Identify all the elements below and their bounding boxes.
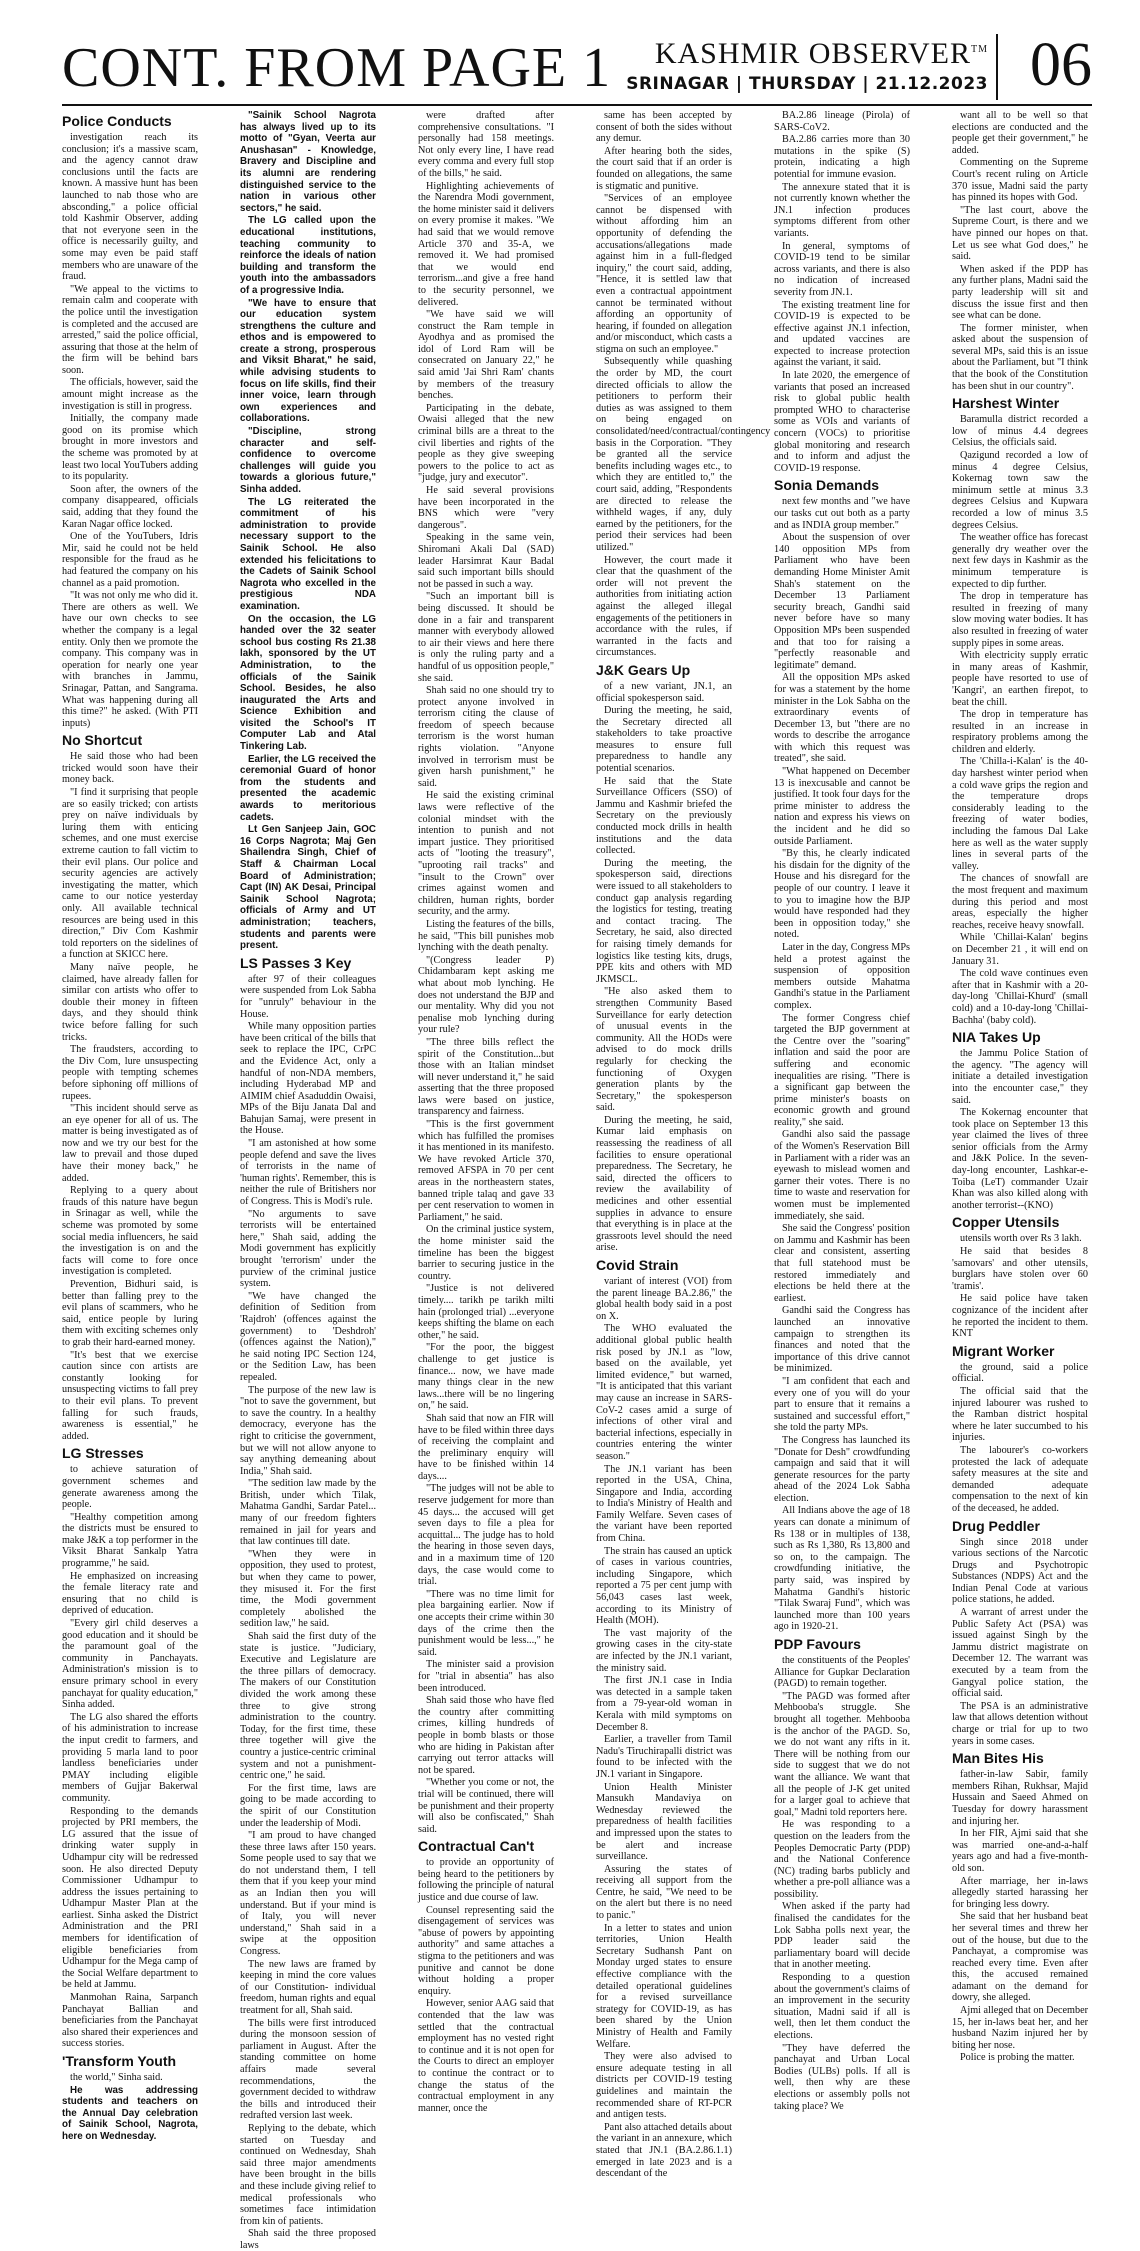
story-paragraph: Counsel representing said the disengagement of services was "abuse of powers by appointing authority" and same attaches a stigma to the petitioners and was punitive and cannot be done without holding a proper enquiry. xyxy=(418,1904,554,1997)
story-paragraph: The WHO evaluated the additional global public health risk posed by JN.1 as "low, based on the available, yet limited evidence," but warned, "It is anticipated that this variant may cause an increase in SARS-CoV-2 cases amid a surge of infections of other viral and bacterial infections, especially in countries entering the winter season." xyxy=(596,1323,732,1462)
story-paragraph: same has been accepted by consent of both the sides without any demur. xyxy=(596,110,732,145)
story-paragraph: "It's best that we exercise caution since con artists are constantly looking for unsuspecting victims to fall prey to their evil plans. To prevent falling for such frauds, awareness is essential," he added. xyxy=(62,1349,198,1442)
column-4 xyxy=(596,110,771,2180)
story-headline: Man Bites His xyxy=(952,1750,1044,1767)
story-paragraph: He said several provisions have been incorporated in the BNS which were "very dangerous". xyxy=(418,485,554,531)
story-paragraph: Listing the features of the bills, he said, "This bill punishes mob lynching with the death penalty. xyxy=(418,918,554,954)
story-paragraph: Replying to the debate, which started on Tuesday and continued on Wednesday, Shah said three major amendments have been brought in the bills and these include giving relief to medical professionals who sometimes face intimidation from kin of patients. xyxy=(240,2122,376,2227)
story-headline: LG Stresses xyxy=(62,1445,144,1462)
story-paragraph: to achieve saturation of government schemes and generate awareness among the people. xyxy=(62,1464,198,1511)
story-paragraph: "No arguments to save terrorists will be entertained here," Shah said, adding the Modi government has explicitly brought 'terrorism' under the purview of the criminal justice system. xyxy=(240,1208,376,1290)
story-paragraph: Highlighting achievements of the Narendra Modi government, the home minister said it delivers on every promise it makes. "We had said that we would remove Article 370 and 35-A, we removed it. We had promised that we would end terrorism...and give a free hand to the security personnel, we delivered. xyxy=(418,180,554,308)
story-paragraph: "This incident should serve as an eye opener for all of us. The matter is being investigated as of now and we try our best for the law to prevail and those duped have their money back," he added. xyxy=(62,1103,198,1184)
story-paragraph: All Indians above the age of 18 years can donate a minimum of Rs 138 or in multiples of 138, such as Rs 1,380, Rs 13,800 and so on, to the campaign. The crowdfunding initiative, the party said, was inspired by Mahatma Gandhi's historic "Tilak Swaraj Fund", which was launched more than 100 years ago in 1920-21. xyxy=(774,1505,910,1633)
story-paragraph: He said that besides 8 'samovars' and other utensils, burglars have stolen over 60 'tramis'. xyxy=(952,1246,1088,1292)
story-paragraph: On the occasion, the LG handed over the 32 seater school bus costing Rs 21.38 lakh, sponsored by the UT Administration, to the officials of the Sainik School. Besides, he also inaugurated the Arts and Science Exhibition and visited the School's IT Computer Lab and Atal Tinkering Lab. xyxy=(240,613,376,753)
column-2 xyxy=(240,110,376,2251)
story-paragraph: Shah said no one should try to protect anyone involved in terrorism citing the clause of freedom of speech because terrorism is the worst human rights violation. "Anyone involved in terrorism must be given harsh punishment," he said. xyxy=(418,685,554,789)
dateline: SRINAGAR | THURSDAY | 21.12.2023 xyxy=(626,74,988,94)
story-paragraph: The bills were first introduced during the monsoon session of parliament in August. After the standing committee on home affairs made several recommendations, the government decided to withdraw the bills and introduced their redrafted version last week. xyxy=(240,2017,376,2122)
story-paragraph: The drop in temperature has resulted in an increase in respiratory problems among the children and elderly. xyxy=(952,709,1088,755)
story-paragraph: With electricity supply erratic in many areas of Kashmir, people have resorted to use of 'Kangri', an earthen firepot, to beat the chill. xyxy=(952,650,1088,708)
story-paragraph: "He also asked them to strengthen Community Based Surveillance for early detection of unusual events in the community. All the HODs were advised to do mock drills regularly for checking the functioning of Oxygen generation plants by the Secretary," the spokesperson said. xyxy=(596,986,732,1114)
story-paragraph: Singh since 2018 under various sections of the Narcotic Drugs and Psychotropic Substances (NDPS) Act and the Indian Penal Code at various police stations, he added. xyxy=(952,1536,1088,1606)
story-headline: NIA Takes Up xyxy=(952,1029,1041,1046)
story-paragraph: All the opposition MPs asked for was a statement by the home minister in the Lok Sabha on the extraordinary events of December 13, but "there are no words to describe the arrogance with which this request was treated", she said. xyxy=(774,672,910,765)
story-paragraph: In a letter to states and union territories, Union Health Secretary Sudhansh Pant on Monday urged states to ensure effective compliance with the detailed operational guidelines for a revised surveillance strategy for COVID-19, as has been shared by the Union Ministry of Health and Family Welfare. xyxy=(596,1922,732,2050)
story-headline: Harshest Winter xyxy=(952,395,1060,412)
story-paragraph: "Whether you come or not, the trial will be continued, there will be punishment and their property will also be confiscated," Shah said. xyxy=(418,1777,554,1835)
story-headline: Covid Strain xyxy=(596,1257,679,1273)
story-paragraph: The labourer's co-workers protested the lack of adequate safety measures at the site and demanded adequate compensation to the next of kin of the deceased, he added. xyxy=(952,1444,1088,1514)
story-paragraph: Soon after, the owners of the company disappeared, officials said, adding that they found the Karan Nagar office locked. xyxy=(62,483,198,530)
story-paragraph: Participating in the debate, Owaisi alleged that the new criminal bills are a threat to the civil liberties and rights of the people as they give sweeping powers to the police to act as "judge, jury and executor". xyxy=(418,402,554,484)
story-paragraph: "This is the first government which has fulfilled the promises it has mentioned in its manifesto. We have revoked Article 370, removed AFSPA in 70 per cent areas in the northeastern states, banned triple talaq and gave 33 per cent reservation to women in Parliament," he said. xyxy=(418,1119,554,1223)
page-number-box xyxy=(996,31,1092,100)
story-paragraph: The LG called upon the educational institutions, teaching community to reinforce the ideals of nation building and transform the youth into the ambassadors of a progressive India. xyxy=(240,215,376,296)
story-headline: Copper Utensils xyxy=(952,1214,1060,1231)
story-headline: Sonia Demands xyxy=(774,477,880,494)
story-paragraph: For the first time, laws are going to be made according to the spirit of our Constitution under the leadership of Modi. xyxy=(240,1782,376,1829)
story-paragraph: "Healthy competition among the districts must be ensured to make J&K a top performer in the Viksit Bharat Sankalp Yatra programme," he said. xyxy=(62,1511,198,1570)
story-paragraph: the Jammu Police Station of the agency. "The agency will initiate a detailed investigation into the encounter case," they said. xyxy=(952,1048,1088,1106)
story-paragraph: the world," Sinha said. xyxy=(70,2072,163,2083)
story-paragraph: A warrant of arrest under the Public Safety Act (PSA) was issued against Singh by the Jammu district magistrate on December 12. The warrant was executed by a team from the Gangyal police station, the official said. xyxy=(952,1607,1088,1700)
story-paragraph: were drafted after comprehensive consultations. "I personally had 158 meetings. Not only every line, I have read every comma and every full stop of the bills," he said. xyxy=(418,110,554,179)
column-5 xyxy=(774,110,910,2112)
story-paragraph: He was responding to a question on the leaders from the Peoples Democratic Party (PDP) and the National Conference (NC) trading barbs publicly and whether a pre-poll alliance was a possibility. xyxy=(774,1819,910,1900)
story-headline: 'Transform Youth xyxy=(62,2053,177,2069)
story-paragraph: He said that the State Surveillance Officers (SSO) of Jammu and Kashmir briefed the Secretary on the previously conducted mock drills in health institutions and the data collected. xyxy=(596,775,732,857)
story-paragraph: "There was no time limit for plea bargaining earlier. Now if one accepts their crime within 30 days of the crime then the punishment would be less...," he said. xyxy=(418,1588,554,1658)
story-paragraph: During the meeting, he said, the Secretary directed all stakeholders to take proactive measures to ensure full preparedness to handle any potential scenarios. xyxy=(596,705,732,775)
column-1 xyxy=(62,110,198,2142)
story-paragraph: He was addressing students and teachers on the Annual Day celebration of Sainik School, Nagrota, here on Wednesday. xyxy=(62,2084,198,2142)
brand-logo xyxy=(626,34,988,70)
story-paragraph: Later in the day, Congress MPs held a protest against the suspension of opposition members outside Mahatma Gandhi's statue in the Parliament complex. xyxy=(774,941,910,1011)
story-paragraph: "The last court, above the Supreme Court, is there and we have pinned our hopes on that. Let us see what God does," he said. xyxy=(952,204,1088,263)
story-paragraph: He emphasized on increasing the female literacy rate and ensuring that no child is deprived of education. xyxy=(62,1570,198,1617)
story-paragraph: Prevention, Bidhuri said, is better than falling prey to the evil plans of scammers, who he said, entice people by luring them with exciting schemes only to grab their hard-earned money. xyxy=(62,1279,198,1348)
story-paragraph: "Justice is not delivered timely.... tarikh pe tarikh milti hain (prolonged trial) ...everyone keeps shifting the blame on each other," he said. xyxy=(418,1283,554,1341)
story-paragraph: variant of interest (VOI) from the parent lineage BA.2.86," the global health body said in a post on X. xyxy=(596,1276,732,1322)
story-paragraph: The vast majority of the growing cases in the city-state are infected by the JN.1 variant, the ministry said. xyxy=(596,1627,732,1674)
story-paragraph: "We have said we will construct the Ram temple in Ayodhya and as promised the idol of Lord Ram will be consecrated on January 22," he said amid 'Jai Shri Ram' chants by members of the treasury benches. xyxy=(418,309,554,402)
story-paragraph: "The PAGD was formed after Mehbooba's struggle. She brought all together. Mehbooba is the anchor of the PAGD. So, we do not want any rifts in it. There will be nothing from our side to suggest that we do not want the alliance. We want that all the people of J-K get united for a larger goal to achieve that goal," Madni told reporters here. xyxy=(774,1690,910,1818)
story-paragraph: "What happened on December 13 is inexcusable and cannot be justified. It took four days for the prime minister to address the nation and express his views on the incident and he did so outside Parliament. xyxy=(774,766,910,847)
story-paragraph: The annexure stated that it is not currently known whether the JN.1 infection produces symptoms different from other variants. xyxy=(774,181,910,239)
story-paragraph: BA.2.86 carries more than 30 mutations in the spike (S) protein, indicating a high potential for immune evasion. xyxy=(774,134,910,180)
story-paragraph: The purpose of the new law is "not to save the government, but to save the country. In a healthy democracy, everyone has the right to criticise the government, but we will not allow anyone to say anything demeaning about India," Shah said. xyxy=(240,1384,376,1477)
story-paragraph: Ajmi alleged that on December 15, her in-laws beat her, and her husband Nazim injured her by biting her nose. xyxy=(952,2005,1088,2051)
brand-block xyxy=(626,34,988,95)
story-paragraph: Initially, the company made good on its promise which brought in more investors and the scheme was promoted by at least two local YouTubers adding to its popularity. xyxy=(62,413,198,483)
article-columns xyxy=(62,110,1092,2251)
story-paragraph: One of the YouTubers, Idris Mir, said he could not be held responsible for the fraud as he had featured the company on his channel as a paid promotion. xyxy=(62,531,198,589)
story-paragraph: "The sedition law made by the British, under which Tilak, Mahatma Gandhi, Sardar Patel... many of our freedom fighters remained in jail for years and that law continues till date. xyxy=(240,1478,376,1548)
story-headline: No Shortcut xyxy=(62,732,143,749)
story-paragraph: The official said that the injured labourer was rushed to the Ramban district hospital where he later succumbed to his injuries. xyxy=(952,1385,1088,1444)
story-paragraph: Manmohan Raina, Sarpanch Panchayat Ballian and beneficiaries from the Panchayat also shared their experiences and success stories. xyxy=(62,1992,198,2050)
story-paragraph: "(Congress leader P) Chidambaram kept asking me what about mob lynching. He does not understand the BJP and our mentality. Why did you not penalise mob lynching during your rule? xyxy=(418,954,554,1036)
story-paragraph: In general, symptoms of COVID-19 tend to be similar across variants, and there is also no indication of increased severity from JN.1. xyxy=(774,240,910,298)
story-paragraph: The officials, however, said the amount might increase as the investigation is still in progress. xyxy=(62,377,198,412)
story-paragraph: "I am astonished at how some people defend and save the lives of terrorists in the name of 'human rights'. Remember, this is neither the rule of Britishers nor of Congress. This is Modi's rule. xyxy=(240,1138,376,1208)
story-paragraph: "By this, he clearly indicated his disdain for the dignity of the House and his disregard for the people of our country. I leave it to you to imagine how the BJP would have responded had they been in opposition today," she noted. xyxy=(774,848,910,941)
story-paragraph: BA.2.86 lineage (Pirola) of SARS-CoV2. xyxy=(774,110,910,133)
story-paragraph: Replying to a query about frauds of this nature have begun in Srinagar as well, while the scheme was promoted by some social media influencers, he said the investigation is on and the facts will come to fore once investigation is completed. xyxy=(62,1185,198,1278)
story-paragraph: While many opposition parties have been critical of the bills that seek to replace the IPC, CrPC and the Evidence Act, only a handful of non-NDA members, including Hyderabad MP and AIMIM chief Asaduddin Owaisi, MPs of the Biju Janata Dal and Bahujan Samaj, were present in the House. xyxy=(240,1021,376,1137)
story-paragraph: "Discipline, strong character and self-confidence to overcome challenges will guide you towards a glorious future," Sinha added. xyxy=(240,426,376,495)
column-3 xyxy=(418,110,554,2114)
story-paragraph: "We appeal to the victims to remain calm and cooperate with the police until the investigation is completed and the accused are arrested," said the police official, assuring that those at the helm of the firm will be behind bars soon. xyxy=(62,283,198,376)
story-paragraph: after 97 of their colleagues were suspended from Lok Sabha for "unruly" behaviour in the House. xyxy=(240,973,376,1020)
story-paragraph: After marriage, her in-laws allegedly started harassing her for bringing less dowry. xyxy=(952,1875,1088,1910)
story-paragraph: He said those who had been tricked would soon have their money back. xyxy=(62,751,198,786)
brand-name: KASHMIR OBSERVER xyxy=(654,37,971,70)
story-paragraph: However, the court made it clear that the quashment of the order will not prevent the authorities from initiating action against the alleged illegal engagements of the petitioners in accordance with the rules, if warranted in the facts and circumstances. xyxy=(596,554,732,659)
story-paragraph: Speaking in the same vein, Shiromani Akali Dal (SAD) leader Harsimrat Kaur Badal said such important bills should not be passed in such a way. xyxy=(418,532,554,590)
story-paragraph: The existing treatment line for COVID-19 is expected to be effective against JN.1 infection, and updated vaccines are expected to increase protection against the variant, it said. xyxy=(774,299,910,369)
masthead-rule xyxy=(62,104,1092,106)
story-paragraph: Gandhi said the Congress has launched an innovative campaign to strengthen its finances and noted that the importance of this drive cannot be minimized. xyxy=(774,1305,910,1375)
story-paragraph: During the meeting, he said, Kumar laid emphasis on reassessing the readiness of all facilities to ensure operational preparedness. The Secretary, he said, directed the officers to review the availability of medicines and other essential supplies in advance to ensure that everything is in place at the grassroots level should the need arise. xyxy=(596,1114,732,1254)
story-paragraph: "We have changed the definition of Sedition from 'Rajdroh' (offences against the government) to 'Deshdroh' (offences against the Nation)," he said noting IPC Section 124, or the Sedition Law, has been repealed. xyxy=(240,1290,376,1383)
story-headline: Contractual Can't xyxy=(418,1838,535,1855)
story-paragraph: About the suspension of over 140 opposition MPs from Parliament who have been demanding Home Minister Amit Shah's statement on the December 13 Parliament security breach, Gandhi said never before have so many Opposition MPs been suspended and that too for raising a "perfectly reasonable and legitimate" demand. xyxy=(774,532,910,671)
story-paragraph: Many naïve people, he claimed, have already fallen for similar con artists who offer to double their money in fifteen days, and they should think twice before falling for such tricks. xyxy=(62,961,198,1043)
story-paragraph: "Every girl child deserves a good education and it should be the paramount goal of the community in Panchayats. Administration's mission is to ensure primary school in every panchayat for quality education," Sinha added. xyxy=(62,1618,198,1711)
story-paragraph: They were also advised to ensure adequate testing in all districts per COVID-19 testing guidelines and maintain the recommended share of RT-PCR and antigen tests. xyxy=(596,2051,732,2121)
story-paragraph: The cold wave continues even after that in Kashmir with a 20-day-long 'Chillai-Khurd' (small cold) and a 10-day-long 'Chillai-Bachha' (baby cold). xyxy=(952,968,1088,1026)
story-paragraph: Shah said the three proposed laws xyxy=(240,2228,376,2251)
story-paragraph: Qazigund recorded a low of minus 4 degree Celsius, Kokernag town saw the minimum settle at minus 3.3 degrees Celsius and Kupwara recorded a low of minus 3.5 degrees Celsius. xyxy=(952,450,1088,531)
story-paragraph: Police is probing the matter. xyxy=(960,2052,1075,2064)
story-headline: Drug Peddler xyxy=(952,1517,1040,1534)
story-paragraph: "Services of an employee cannot be dispensed with without affording him an opportunity of defending the accusations/allegations made against him in a full-fledged inquiry," the court said, adding, "Hence, it is settled law that even a contractual appointment cannot be terminated without affording an opportunity of hearing, if founded on allegation and/or misconduct, which casts a stigma on such an employee." xyxy=(596,193,732,355)
story-paragraph: "We have to ensure that our education system strengthens the culture and ethos and is empowered to create a strong, prosperous and Viksit Bharat," he said, while advising students to focus on life skills, find their inner voice, learn through own experiences and collaborations. xyxy=(240,297,376,425)
story-paragraph: He said the existing criminal laws were reflective of the colonial mindset with the intention to punish and not impart justice. They prioritised acts of "looting the treasury", "uprooting rail tracks" and "insult to the Crown" over crimes against women and children, human rights, border security, and the army. xyxy=(418,790,554,918)
story-paragraph: In late 2020, the emergence of variants that posed an increased risk to global public health prompted WHO to characterise some as VOIs and variants of concern (VOCs) to prioritise global monitoring and research and to inform and adjust the COVID-19 response. xyxy=(774,370,910,474)
story-paragraph: "I am proud to have changed these three laws after 150 years. Some people used to say that we do not understand them, I tell them that if you keep your mind as an Indian then you will understand. But if your mind is of Italy, you will never understand," Shah said in a swipe at the opposition Congress. xyxy=(240,1830,376,1958)
story-paragraph: The strain has caused an uptick of cases in various countries, including Singapore, which reported a 75 per cent jump with 56,043 cases last week, according to its Ministry of Health (MOH). xyxy=(596,1545,732,1627)
story-headline: J&K Gears Up xyxy=(596,661,691,678)
story-paragraph: want all to be well so that elections are conducted and the people get their government," he added. xyxy=(952,110,1088,156)
story-paragraph: Assuring the states of receiving all support from the Centre, he said, "We need to be on the alert but there is no need to panic." xyxy=(596,1863,732,1922)
story-paragraph: The former minister, when asked about the suspension of several MPs, said this is an issue about the Parliament, but "I think that the book of the Constitution has been shut in our country". xyxy=(952,322,1089,392)
story-paragraph: The chances of snowfall are the most frequent and maximum during this period and most areas, especially the higher reaches, receive heavy snowfall. xyxy=(952,873,1088,931)
story-paragraph: Commenting on the Supreme Court's recent ruling on Article 370 issue, Madni said the party has pinned its hopes with God. xyxy=(952,157,1088,204)
story-paragraph: The former Congress chief targeted the BJP government at the Centre over the "soaring" inflation and said the poor are suffering and economic inequalities are rising. "There is a significant gap between the prime minister's boasts on economic growth and ground reality," she said. xyxy=(774,1012,910,1128)
story-paragraph: Earlier, a traveller from Tamil Nadu's Tiruchirapalli district was found to be infected with the JN.1 variant in Singapore. xyxy=(596,1734,732,1780)
page-title: CONT. FROM PAGE 1 xyxy=(62,37,612,99)
story-paragraph: the ground, said a police official. xyxy=(952,1361,1088,1385)
story-headline: Police Conducts xyxy=(62,113,172,129)
story-paragraph: Subsequently while quashing the order by MD, the court directed officials to allow the petitioners to perform their duties as was assigned to them on being engaged on consolidated/need/contractual/contingency basis in the Corporation. "They be granted all the service benefits including wages etc., to which they are entitled to," the court said, adding, "Respondents are directed to release the withheld wages, if any, duly earned by the petitioners, for the period their services had been utilized." xyxy=(596,356,771,553)
story-paragraph: Earlier, the LG received the ceremonial Guard of honor from the students and presented the academic awards to meritorious cadets. xyxy=(240,753,376,823)
story-headline: LS Passes 3 Key xyxy=(240,954,352,971)
story-paragraph: "I am confident that each and every one of you will do your part to ensure that it remains a sustained and successful effort," she told the party MPs. xyxy=(774,1375,910,1434)
story-paragraph: The drop in temperature has resulted in freezing of many slow moving water bodies. It has also resulted in freezing of water supply pipes in some areas. xyxy=(952,591,1088,649)
story-paragraph: to provide an opportunity of being heard to the petitioners by following the principle of natural justice and due course of law. xyxy=(418,1857,554,1904)
story-paragraph: The new laws are framed by keeping in mind the core values of our Constitution- individual freedom, human rights and equal treatment for all, Shah said. xyxy=(240,1958,376,2016)
story-paragraph: "When they were in opposition, they used to protest, but when they came to power, they misused it. For the first time, the Modi government completely abolished the sedition law," he said. xyxy=(240,1548,376,1630)
story-paragraph: The minister said a provision for "trial in absentia" has also been introduced. xyxy=(418,1659,554,1694)
story-paragraph: "The three bills reflect the spirit of the Constitution...but those with an Italian mindset will never understand it," he said asserting that the three proposed laws were based on justice, transparency and fairness. xyxy=(418,1036,554,1118)
story-paragraph: "They have deferred the panchayat and Urban Local Bodies (ULBs) polls. If all is well, then why are these elections or assembly polls not taking place? We xyxy=(774,2042,910,2112)
story-paragraph: Responding to a question about the government's claims of an improvement in the security situation, Madni said if all is well, then let them conduct the elections. xyxy=(774,1972,910,2041)
story-paragraph: next few months and "we have our tasks cut out both as a party and as INDIA group member." xyxy=(774,496,910,531)
masthead xyxy=(62,31,1092,100)
story-paragraph: The first JN.1 case in India was detected in a sample taken from a 79-year-old woman in Kerala with mild symptoms on December 8. xyxy=(596,1675,732,1733)
story-paragraph: The JN.1 variant has been reported in the USA, China, Singapore and India, according to India's Ministry of Health and Family Welfare. Seven cases of the variant have been reported from China. xyxy=(596,1463,732,1545)
story-paragraph: Responding to the demands projected by PRI members, the LG assured that the issue of drinking water supply in Udhampur city will be redressed soon. He also directed Deputy Commissioner Udhampur to address the issues pertaining to Udhampur Master Plan at the earliest. Sinha asked the District Administration and the PRI members for identification of eligible beneficiaries from Udhampur for the Mega camp of the Social Welfare department to be held at Jammu. xyxy=(62,1805,198,1991)
story-paragraph: In her FIR, Ajmi said that she was married one-and-a-half years ago and had a five-month-old son. xyxy=(952,1828,1088,1874)
story-paragraph: Shah said those who have fled the country after committing crimes, killing hundreds of people in bomb blasts or those who are hiding in Pakistan after carrying out terror attacks will not be spared. xyxy=(418,1695,554,1776)
story-paragraph: Pant also attached details about the variant in an annexure, which stated that JN.1 (BA.2.86.1.1) emerged in late 2023 and is a descendant of the xyxy=(596,2121,732,2180)
story-paragraph: After hearing both the sides, the court said that if an order is founded on allegations, the same is stigmatic and punitive. xyxy=(596,145,732,192)
story-paragraph: Union Health Minister Mansukh Mandaviya on Wednesday reviewed the preparedness of health facilities and impressed upon the states to be alert and increase surveillance. xyxy=(596,1781,732,1863)
story-paragraph: the constituents of the Peoples' Alliance for Gupkar Declaration (PAGD) to remain together. xyxy=(774,1655,910,1690)
story-paragraph: The Congress has launched its "Donate for Desh" crowdfunding campaign and said that it will generate resources for the party ahead of the 2024 Lok Sabha election. xyxy=(774,1434,910,1504)
story-paragraph: "The judges will not be able to reserve judgement for more than 45 days... the accused will get seven days to file a plea for acquittal... The judge has to hold the hearing in those seven days, and in a maximum time of 120 days, the case would come to trial. xyxy=(418,1483,554,1588)
story-paragraph: Gandhi also said the passage of the Women's Reservation Bill in Parliament with a rider was an eyewash to mislead women and garner their votes. There is no time to waste and reservation for women must be implemented immediately, she said. xyxy=(774,1129,910,1222)
story-paragraph: The PSA is an administrative law that allows detention without charge or trial for up to two years in some cases. xyxy=(952,1700,1088,1747)
story-paragraph: "It was not only me who did it. There are others as well. We have our own checks to see whether the company is a legal entity. Only then we promote the company. This company was in operation for nearly one year with branches in Jammu, Srinagar, Pattan, and Sangrama. What was happening during all this time?" he asked. (With PTI inputs) xyxy=(62,590,198,729)
story-paragraph: Shah said the first duty of the state is justice. "Judiciary, Executive and Legislature are the three pillars of democracy. The makers of our Constitution divided the work among these three to give strong administration to the country. Today, for the first time, these three together will give the country a justice-centric criminal system and not a punishment-centric one," he said. xyxy=(240,1631,376,1782)
story-paragraph: "I find it surprising that people are so easily tricked; con artists prey on naïve individuals by luring them with enticing schemes, and one must exercise extreme caution to fall victim to their evil plans. Our police and security agencies are actively investigating the matter, which came to our notice yesterday only. All available technical resources are being used in this direction," Div Com Kashmir told reporters on the sidelines of a function at SKICC here. xyxy=(62,787,198,961)
story-paragraph: She said the Congress' position on Jammu and Kashmir has been clear and consistent, asserting that full statehood must be restored immediately and elections be held there at the earliest. xyxy=(774,1223,910,1304)
story-headline: Migrant Worker xyxy=(952,1342,1055,1359)
story-paragraph: He said police have taken cognizance of the incident after he reported the incident to them. KNT xyxy=(952,1293,1088,1340)
story-paragraph: investigation reach its conclusion; it's a massive scam, and the agency cannot draw conclusions until the facts are known. A massive hunt has been launched to nab those who are absconding," a police official told Kashmir Observer, adding that not everyone seen in the office is necessarily guilty, and some may even be paid staff members who are unaware of the fraud. xyxy=(62,132,198,283)
story-paragraph: father-in-law Sabir, family members Rihan, Rukhsar, Majid Hussain and Saeed Ahmed on Tuesday for dowry harassment and injuring her. xyxy=(952,1769,1088,1827)
story-paragraph: The LG also shared the efforts of his administration to increase the input credit to farmers, and providing 5 marla land to poor landless beneficiaries under PMAY including eligible members of Gujjar Bakerwal community. xyxy=(62,1711,198,1804)
story-paragraph: The weather office has forecast generally dry weather over the next few days in Kashmir as the minimum temperature is expected to dip further. xyxy=(952,532,1088,590)
story-paragraph: utensils worth over Rs 3 lakh. xyxy=(960,1233,1082,1245)
story-paragraph: When asked if the party had finalised the candidates for the Lok Sabha polls next year, the PDP leader said the parliamentary board will decide that in another meeting. xyxy=(774,1901,910,1971)
story-paragraph: Lt Gen Sanjeep Jain, GOC 16 Corps Nagrota; Maj Gen Shailendra Singh, Chief of Staff & Chairman Local Board of Administration; Capt (IN) AK Desai, Principal Sainik School Nagrota; officials of Army and UT administration; teachers, students and parents were present. xyxy=(240,824,376,952)
story-paragraph: "For the poor, the biggest challenge to get justice is finance... now, we have made many things clear in the new laws...there will be no lingering on," he said. xyxy=(418,1342,554,1412)
story-paragraph: She said that her husband beat her several times and threw her out of the house, but due to the Panchayat, a compromise was reached every time. Even after this, the accused remained adamant on the demand for dowry, she alleged. xyxy=(952,1911,1088,2004)
story-paragraph: Shah said that now an FIR will have to be filed within three days of receiving the complaint and the preliminary enquiry will have to be finished within 14 days.... xyxy=(418,1412,554,1482)
story-paragraph: On the criminal justice system, the home minister said the timeline has been the biggest barrier to securing justice in the country. xyxy=(418,1224,554,1282)
story-paragraph: When asked if the PDP has any further plans, Madni said the party leadership will sit and discuss the issue first and then see what can be done. xyxy=(952,263,1088,322)
story-paragraph: During the meeting, the spokesperson said, directions were issued to all stakeholders to conduct gap analysis regarding the logistics for testing, treating and contact tracing. The Secretary, he said, also directed for raising timely demands for logistics like testing kits, drugs, PPE kits and others with MD JKMSCL. xyxy=(596,857,732,985)
brand-tm-mark: TM xyxy=(971,44,988,55)
story-paragraph: The LG reiterated the commitment of his administration to provide necessary support to the Sainik School. He also extended his felicitations to the Cadets of Sainik School Nagrota who excelled in the prestigious NDA examination. xyxy=(240,496,376,612)
story-paragraph: "Sainik School Nagrota has always lived up to its motto of "Gyan, Veerta aur Anushasan" - Knowledge, Bravery and Discipline and its alumni are rendering distinguished service to the nation in various other sectors," he said. xyxy=(240,110,376,214)
story-paragraph: The fraudsters, according to the Div Com, lure unsuspecting people with tempting schemes before siphoning off millions of rupees. xyxy=(62,1044,198,1102)
story-paragraph: Baramulla district recorded a low of minus 4.4 degrees Celsius, the officials said. xyxy=(952,414,1088,449)
column-6 xyxy=(952,110,1089,2064)
page-number: 06 xyxy=(1030,31,1092,99)
story-paragraph: of a new variant, JN.1, an official spokesperson said. xyxy=(596,680,732,704)
story-paragraph: The Kokernag encounter that took place on September 13 this year claimed the lives of three senior officials from the Army and J&K Police. In the seven-day-long encounter, Lashkar-e-Toiba (LeT) commander Uzair Khan was also killed along with another terrorist--(KNO) xyxy=(952,1107,1088,1211)
story-paragraph: However, senior AAG said that contended that the law was settled that the contractual employment has no vested right to continue and it is not open for the Courts to direct an employer to continue the contract or to change the status of the contractual employment in any manner, once the xyxy=(418,1998,554,2114)
story-headline: PDP Favours xyxy=(774,1636,861,1652)
story-paragraph: The 'Chilla-i-Kalan' is the 40-day harshest winter period when a cold wave grips the region and the temperature drops considerably leading to the freezing of water bodies, including the famous Dal Lake here as well as the water supply lines in several parts of the valley. xyxy=(952,756,1088,872)
story-paragraph: "Such an important bill is being discussed. It should be done in a fair and transparent manner with everybody allowed to air their views and here there is only the ruling party and a handful of us opposition people," she said. xyxy=(418,591,554,684)
story-paragraph: While 'Chillai-Kalan' begins on December 21 , it will end on January 31. xyxy=(952,932,1088,967)
